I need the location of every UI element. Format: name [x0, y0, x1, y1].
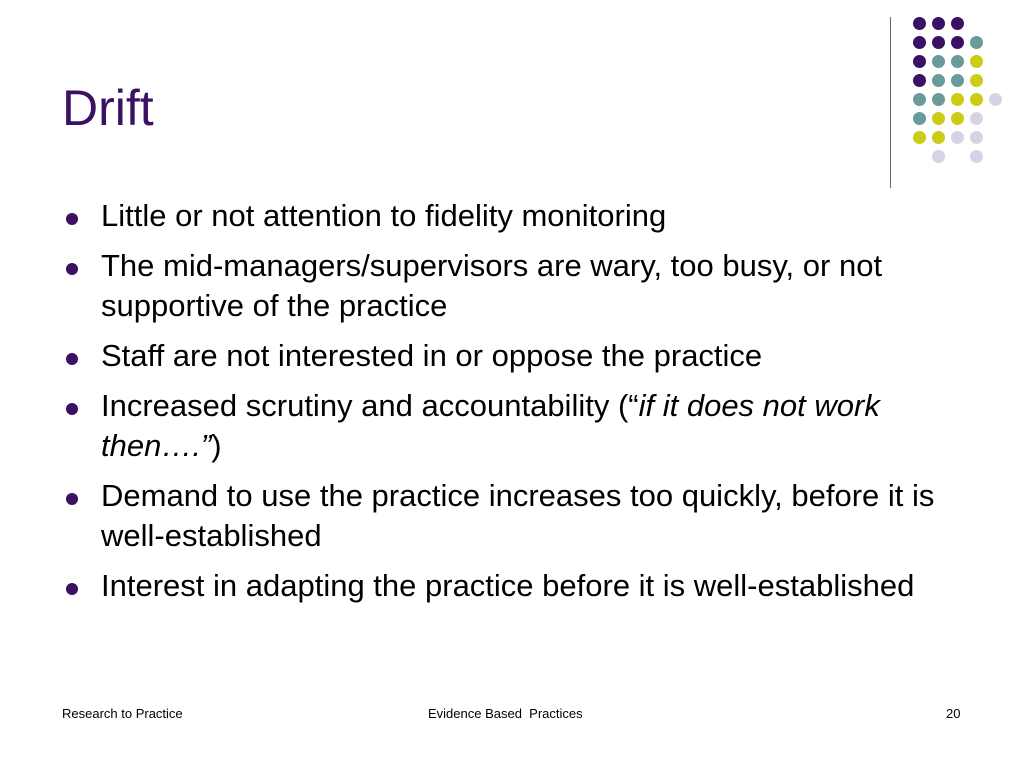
- bullet-point-icon: [66, 213, 78, 225]
- decorative-dot: [913, 36, 926, 49]
- bullet-point-icon: [66, 493, 78, 505]
- decorative-dot: [932, 150, 945, 163]
- decorative-dot: [970, 74, 983, 87]
- decorative-dot: [970, 36, 983, 49]
- bullet-text: Little or not attention to fidelity monitoring: [101, 198, 667, 233]
- decorative-dot: [951, 131, 964, 144]
- bullet-text-italic-quote: if it does not work then….”: [101, 388, 880, 463]
- bullet-item: [60, 566, 960, 606]
- decorative-dot: [970, 150, 983, 163]
- bullet-item: [60, 386, 960, 466]
- bullet-text: Staff are not interested in or oppose the practice: [101, 338, 763, 373]
- slide-title: Drift: [62, 80, 154, 136]
- decorative-dot: [913, 112, 926, 125]
- decorative-dot: [913, 74, 926, 87]
- decorative-dot: [932, 93, 945, 106]
- decorative-dot: [932, 74, 945, 87]
- decorative-dot: [970, 131, 983, 144]
- footer-center-text: Evidence Based Practices: [428, 706, 583, 721]
- bullet-item: [60, 196, 960, 236]
- decorative-dot: [970, 112, 983, 125]
- bullet-text: Demand to use the practice increases too quickly, before it is well-established: [101, 478, 935, 553]
- decorative-dot: [932, 112, 945, 125]
- bullet-point-icon: [66, 263, 78, 275]
- bullet-text: The mid-managers/supervisors are wary, too busy, or not supportive of the practice: [101, 248, 883, 323]
- title-divider-line: [890, 17, 891, 188]
- decorative-dot: [951, 55, 964, 68]
- decorative-dot: [951, 17, 964, 30]
- footer-left-text: Research to Practice: [62, 706, 183, 721]
- decorative-dot: [951, 74, 964, 87]
- decorative-dot: [932, 36, 945, 49]
- decorative-dot: [913, 17, 926, 30]
- bullet-point-icon: [66, 583, 78, 595]
- decorative-dot: [951, 93, 964, 106]
- decorative-dot: [913, 93, 926, 106]
- decorative-dot: [932, 131, 945, 144]
- bullet-point-icon: [66, 403, 78, 415]
- decorative-dot: [932, 55, 945, 68]
- decorative-dot: [951, 36, 964, 49]
- decorative-dot: [989, 93, 1002, 106]
- bullet-text: Interest in adapting the practice before it is well-established: [101, 568, 915, 603]
- bullet-list: [60, 196, 960, 616]
- decorative-dot: [970, 93, 983, 106]
- bullet-text-suffix: ): [211, 428, 222, 463]
- bullet-item: [60, 246, 960, 326]
- bullet-item: [60, 476, 960, 556]
- decorative-dot: [913, 55, 926, 68]
- bullet-point-icon: [66, 353, 78, 365]
- bullet-text-prefix: Increased scrutiny and accountability (“: [101, 388, 639, 423]
- decorative-dot: [913, 131, 926, 144]
- decorative-dot: [932, 17, 945, 30]
- bullet-item: [60, 336, 960, 376]
- decorative-dot: [951, 112, 964, 125]
- decorative-dot: [970, 55, 983, 68]
- slide-number: 20: [946, 706, 961, 721]
